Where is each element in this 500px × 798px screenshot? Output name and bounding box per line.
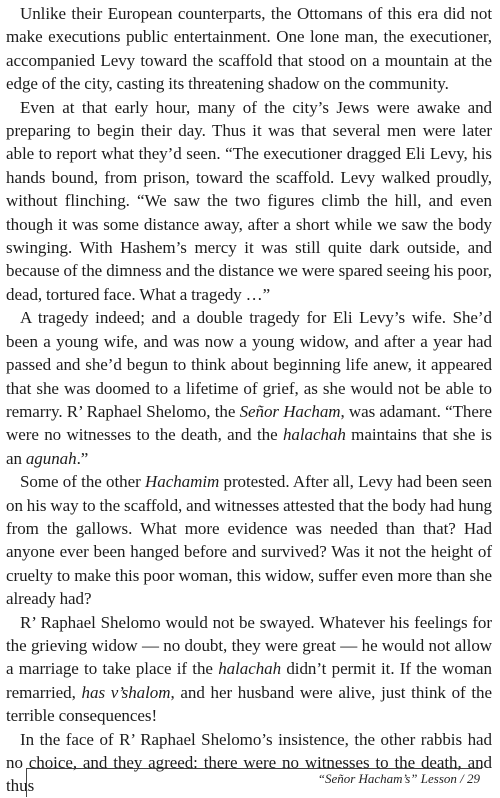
text-run: Some of the other	[20, 472, 146, 492]
text-run: .”	[76, 448, 89, 468]
footer-corner-rule	[26, 768, 27, 797]
paragraph	[6, 306, 492, 470]
running-footer: “Señor Hacham’s” Lesson / 29	[317, 771, 480, 786]
text-run: In the face of R’ Raphael Shelomo’s insistence, the other rabbis had no choice, and they agreed: there were no witnesses to the death, and thus	[6, 729, 492, 796]
text-run: maintains that she is an	[6, 425, 492, 468]
italic-term: Hachamim	[145, 472, 220, 492]
italic-term: halachah	[218, 659, 282, 679]
italic-term: agunah	[25, 448, 77, 468]
italic-term: has v’shalom	[81, 682, 171, 702]
text-run: didn’t permit it. If the woman remarried,	[6, 659, 492, 702]
text-run: protested. After all, Levy had been seen on his way to the scaffold, and witnesses attested that the body had hung from the gallows. What more evidence was needed than that? Had anyone ever been hanged before and survived? Was it not the height of cruelty to make this poor woman, this widow, suffer even more than she already had?	[6, 472, 493, 609]
text-run: Unlike their European counterparts, the Ottomans of this era did not make executions public entertainment. One lone man, the executioner, accompanied Levy toward the scaffold that stood on a mountain at the edge of the city, casting its threatening shadow on the community.	[6, 4, 492, 94]
page-body-text	[6, 2, 492, 798]
text-run: R’ Raphael Shelomo would not be swayed. Whatever his feelings for the grieving widow — no doubt, they were great — he would not allow a marriage to take place if the	[6, 612, 492, 679]
paragraph	[6, 96, 492, 307]
italic-term: halachah	[282, 425, 346, 445]
text-run: , and her husband were alive, just think of the terrible consequences!	[6, 682, 492, 726]
text-run: Even at that early hour, many of the city’s Jews were awake and preparing to begin their day. Thus it was that several men were later able to report what they’d seen. “The executioner dragged Eli Levy, his hands bound, from prison, toward the scaffold. Levy walked proudly, without flinching. “We saw the two figures climb the hill, and even though it was some distance away, after a short while we saw the body swinging. With Hashem’s mercy it was still quite dark outside, and because of the dimness and the distance we were spared seeing his poor, dead, tortured face. What a tragedy …”	[6, 97, 492, 304]
italic-term: Señor Hacham	[239, 401, 341, 421]
footer-rule	[26, 768, 482, 769]
paragraph	[6, 2, 492, 96]
paragraph	[6, 728, 492, 798]
paragraph	[6, 611, 492, 728]
text-run: A tragedy indeed; and a double tragedy for Eli Levy’s wife. She’d been a young wife, and was now a young widow, and after a year had passed and she’d begun to think about beginning life anew, it appeared that she was doomed to a lifetime of grief, as she would not be able to remarry. R’ Raphael Shelomo, the	[6, 308, 492, 421]
paragraph	[6, 470, 492, 610]
text-run: , was adamant. “There were no witnesses to the death, and the	[6, 401, 492, 445]
